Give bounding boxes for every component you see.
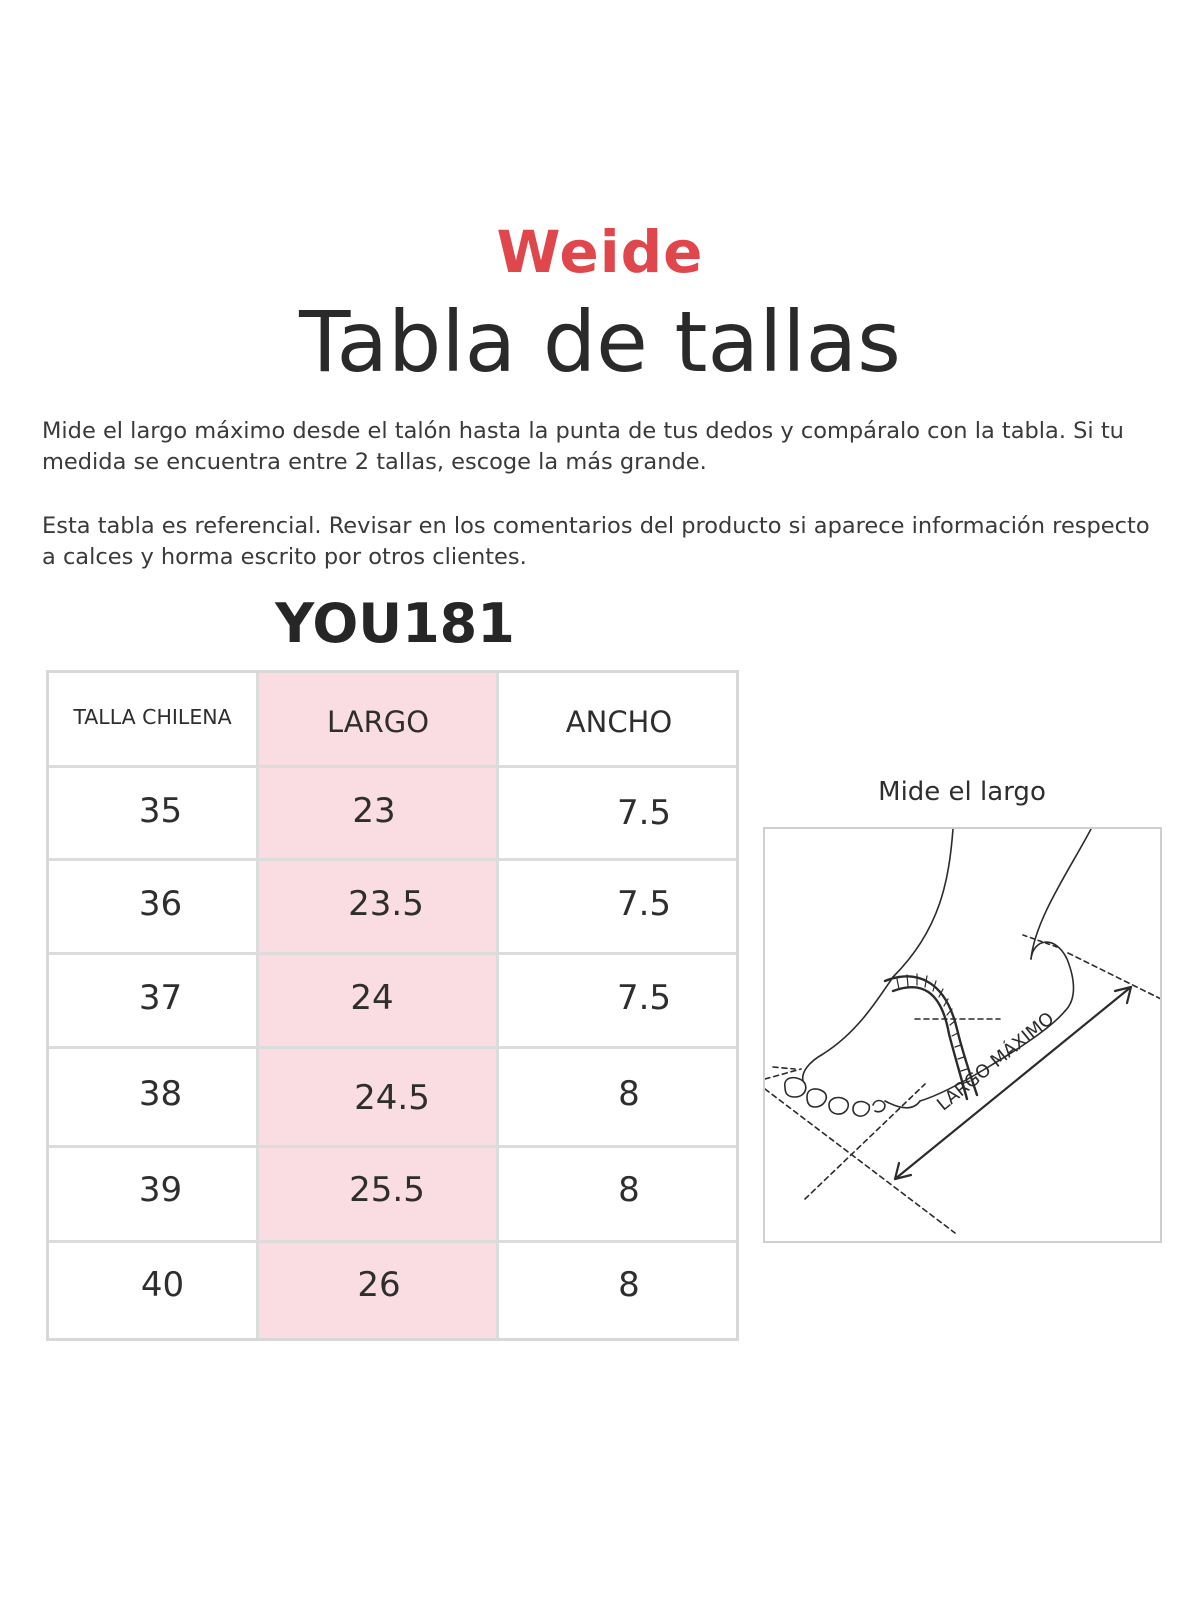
table-cell-ancho: 7.5 (616, 884, 672, 924)
table-cell-largo: 24.5 (354, 1078, 430, 1118)
brand-logo (0, 218, 1200, 286)
table-cell-largo: 24 (350, 978, 394, 1018)
table-divider (49, 1046, 736, 1049)
foot-measure-diagram (763, 827, 1162, 1243)
header-talla-chilena: TALLA CHILENA (73, 705, 232, 729)
page-title: Tabla de tallas (299, 293, 901, 391)
table-cell-ancho: 8 (618, 1074, 640, 1114)
table-cell-talla: 39 (138, 1170, 183, 1210)
model-code: YOU181 (275, 592, 515, 655)
diagram-title: Mide el largo (878, 777, 1046, 807)
brand-name: Weide (496, 218, 704, 286)
table-divider (496, 673, 499, 1338)
table-divider (49, 858, 736, 861)
table-cell-talla: 35 (138, 791, 183, 831)
table-cell-ancho: 7.5 (616, 978, 672, 1018)
table-cell-largo: 23 (352, 791, 396, 831)
table-cell-talla: 36 (138, 884, 183, 924)
table-cell-ancho: 8 (618, 1170, 640, 1210)
header-largo: LARGO (326, 705, 430, 739)
table-cell-talla: 37 (138, 978, 183, 1018)
table-divider (49, 1145, 736, 1148)
table-cell-largo: 23.5 (348, 884, 424, 924)
table-cell-talla: 38 (138, 1074, 183, 1114)
table-cell-largo: 25.5 (349, 1170, 425, 1210)
measure-label: LARGO MÁXIMO (933, 1008, 1059, 1116)
table-divider (49, 1240, 736, 1243)
instruction-paragraph-1: Mide el largo máximo desde el talón hasta la punta de tus dedos y compáralo con la tabla. Si tu medida se encuentra entre 2 tallas, escoge la más grande. (42, 418, 1124, 475)
table-divider (49, 952, 736, 955)
size-table (46, 670, 739, 1341)
table-divider (49, 765, 736, 768)
instruction-paragraph-2: Esta tabla es referencial. Revisar en los comentarios del producto si aparece información respecto a calces y horma escrito por otros clientes. (42, 513, 1150, 570)
header-ancho: ANCHO (565, 705, 673, 739)
table-cell-talla: 40 (140, 1265, 185, 1305)
table-cell-ancho: 8 (618, 1265, 640, 1305)
table-cell-ancho: 7.5 (616, 793, 672, 833)
foot-measure-illustration-icon (765, 829, 1162, 1243)
table-cell-largo: 26 (357, 1265, 401, 1305)
